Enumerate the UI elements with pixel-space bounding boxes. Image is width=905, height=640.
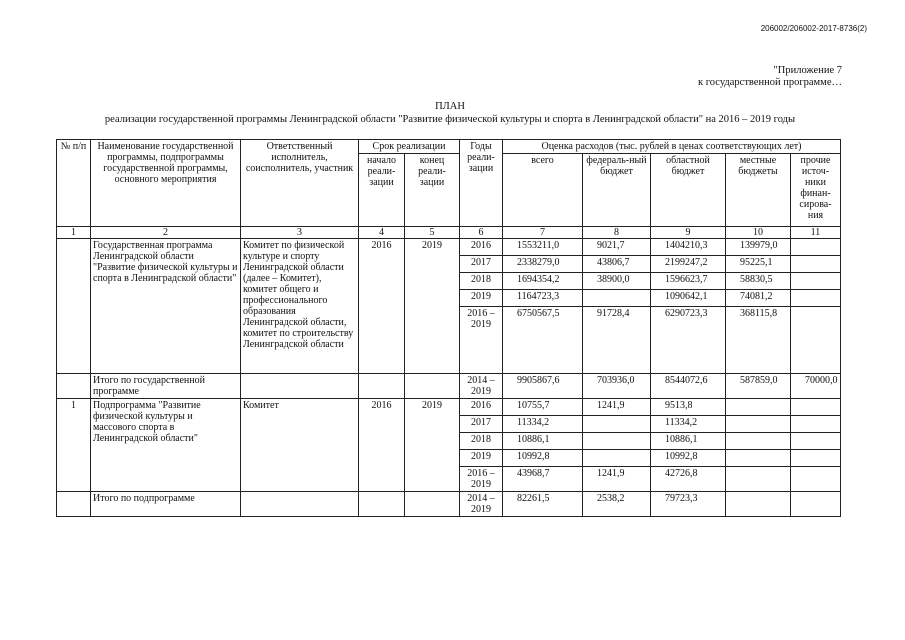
column-index: 1: [57, 227, 91, 239]
cell-other: [791, 399, 841, 416]
cell-local: 368115,8: [726, 307, 791, 374]
cell-regional: 42726,8: [651, 467, 726, 492]
cell-regional: 1090642,1: [651, 290, 726, 307]
cell-other: [791, 450, 841, 467]
header-total: всего: [503, 154, 583, 227]
cell-federal: 9021,7: [583, 239, 651, 256]
document-id: 206002/206002-2017-8736(2): [760, 24, 867, 33]
title-line-1: ПЛАН: [435, 101, 465, 112]
cell-other: [791, 307, 841, 374]
header-end: конец реали-зации: [405, 154, 460, 227]
total-end: [405, 492, 460, 517]
document-title: [40, 100, 860, 126]
cell-federal: 2538,2: [583, 492, 651, 517]
total-start: [359, 492, 405, 517]
program-total-row: [57, 374, 841, 399]
cell-other: [791, 433, 841, 450]
subprogram-start: 2016: [359, 399, 405, 492]
program-name: Государственная программа Ленинградской области "Развитие физической культуры и спорта в Ленинградской области": [91, 239, 241, 374]
cell-regional: 79723,3: [651, 492, 726, 517]
cell-federal: 1241,9: [583, 399, 651, 416]
cell-federal: 38900,0: [583, 273, 651, 290]
cell-other: [791, 492, 841, 517]
header-num: № п/п: [57, 140, 91, 227]
cell-total: 2338279,0: [503, 256, 583, 273]
cell-total: 10886,1: [503, 433, 583, 450]
cell-total: 10755,7: [503, 399, 583, 416]
cell-local: 58830,5: [726, 273, 791, 290]
cell-year: 2014 – 2019: [460, 492, 503, 517]
subprogram-total-row: [57, 492, 841, 517]
cell-other: [791, 239, 841, 256]
cell-year: 2016: [460, 239, 503, 256]
subprogram-name: Подпрограмма "Развитие физической культуры и массового спорта в Ленинградской области": [91, 399, 241, 492]
subprogram-total-label: Итого по подпрограмме: [91, 492, 241, 517]
cell-regional: 11334,2: [651, 416, 726, 433]
cell-local: 587859,0: [726, 374, 791, 399]
column-index: 4: [359, 227, 405, 239]
cell-federal: 1241,9: [583, 467, 651, 492]
header-start: начало реали-зации: [359, 154, 405, 227]
cell-regional: 2199247,2: [651, 256, 726, 273]
annex-line-1: "Приложение 7: [773, 65, 842, 76]
cell-local: [726, 416, 791, 433]
cell-year: 2014 – 2019: [460, 374, 503, 399]
header-name: Наименование государственной программы, подпрограммы государственной программы, основного мероприятия: [91, 140, 241, 227]
cell-total: 6750567,5: [503, 307, 583, 374]
header-term: Срок реализации: [359, 140, 460, 154]
cell-other: [791, 467, 841, 492]
column-index: 5: [405, 227, 460, 239]
total-responsible: [241, 492, 359, 517]
cell-local: 139979,0: [726, 239, 791, 256]
cell-federal: [583, 416, 651, 433]
header-years: Годы реали-зации: [460, 140, 503, 227]
cell-local: [726, 399, 791, 416]
cell-local: [726, 467, 791, 492]
header-federal: федераль-ный бюджет: [583, 154, 651, 227]
cell-federal: [583, 450, 651, 467]
column-index: 7: [503, 227, 583, 239]
header-other: прочие источ-ники финан-сирова-ния: [791, 154, 841, 227]
cell-year: 2017: [460, 256, 503, 273]
total-end: [405, 374, 460, 399]
cell-year: 2016 – 2019: [460, 307, 503, 374]
cell-total: 1164723,3: [503, 290, 583, 307]
cell-year: 2019: [460, 290, 503, 307]
cell-other: [791, 416, 841, 433]
header-local: местные бюджеты: [726, 154, 791, 227]
cell-year: 2017: [460, 416, 503, 433]
cell-year: 2019: [460, 450, 503, 467]
cell-year: 2016: [460, 399, 503, 416]
subprogram-num: 1: [57, 399, 91, 492]
cell-regional: 1404210,3: [651, 239, 726, 256]
cell-federal: 43806,7: [583, 256, 651, 273]
cell-other: [791, 256, 841, 273]
cell-local: [726, 492, 791, 517]
cell-total: 10992,8: [503, 450, 583, 467]
cell-year: 2016 – 2019: [460, 467, 503, 492]
subprogram-end: 2019: [405, 399, 460, 492]
title-line-2: реализации государственной программы Ленинградской области "Развитие физической культуры и спорта в Ленинградской области" на 2016 – 2019 годы: [104, 114, 796, 125]
column-index: 11: [791, 227, 841, 239]
cell-regional: 8544072,6: [651, 374, 726, 399]
program-num: [57, 239, 91, 374]
column-index: 9: [651, 227, 726, 239]
cell-other: [791, 290, 841, 307]
cell-total: 82261,5: [503, 492, 583, 517]
program-start: 2016: [359, 239, 405, 374]
column-index: 2: [91, 227, 241, 239]
cell-regional: 1596623,7: [651, 273, 726, 290]
total-num: [57, 492, 91, 517]
annex-note: [600, 65, 842, 89]
subprogram-responsible: Комитет: [241, 399, 359, 492]
program-total-label: Итого по государственной программе: [91, 374, 241, 399]
column-index-row: [57, 227, 841, 239]
annex-line-2: к государственной программе…: [698, 77, 842, 88]
cell-local: 74081,2: [726, 290, 791, 307]
cell-other: [791, 273, 841, 290]
total-num: [57, 374, 91, 399]
column-index: 3: [241, 227, 359, 239]
cell-regional: 10992,8: [651, 450, 726, 467]
cell-local: [726, 450, 791, 467]
cell-federal: 91728,4: [583, 307, 651, 374]
cell-total: 9905867,6: [503, 374, 583, 399]
cell-federal: [583, 290, 651, 307]
cell-total: 1553211,0: [503, 239, 583, 256]
cell-total: 1694354,2: [503, 273, 583, 290]
cell-federal: 703936,0: [583, 374, 651, 399]
cell-total: 43968,7: [503, 467, 583, 492]
cell-regional: 6290723,3: [651, 307, 726, 374]
cell-total: 11334,2: [503, 416, 583, 433]
cell-regional: 10886,1: [651, 433, 726, 450]
total-responsible: [241, 374, 359, 399]
column-index: 8: [583, 227, 651, 239]
cell-year: 2018: [460, 273, 503, 290]
cell-local: 95225,1: [726, 256, 791, 273]
header-responsible: Ответственный исполнитель, соисполнитель, участник: [241, 140, 359, 227]
plan-table: [56, 139, 841, 517]
total-start: [359, 374, 405, 399]
table-row: [57, 239, 841, 256]
column-index: 6: [460, 227, 503, 239]
cell-federal: [583, 433, 651, 450]
cell-regional: 9513,8: [651, 399, 726, 416]
header-cost: Оценка расходов (тыс. рублей в ценах соответствующих лет): [503, 140, 841, 154]
table-row: [57, 399, 841, 416]
cell-local: [726, 433, 791, 450]
cell-year: 2018: [460, 433, 503, 450]
column-index: 10: [726, 227, 791, 239]
program-responsible: Комитет по физической культуре и спорту Ленинградской области (далее – Комитет), комитет общего и профессионального образования Ленинградской области, комитет по строительству Ленинградской области: [241, 239, 359, 374]
program-end: 2019: [405, 239, 460, 374]
header-regional: областной бюджет: [651, 154, 726, 227]
cell-other: 70000,0: [791, 374, 841, 399]
